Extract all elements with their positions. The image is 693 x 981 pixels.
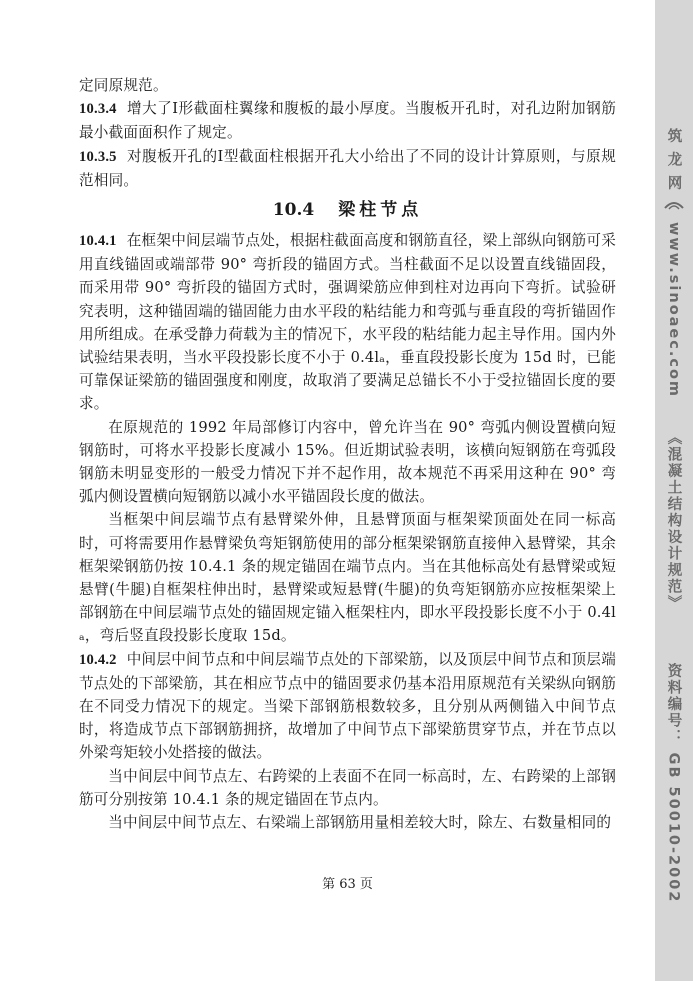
sidebar-url: www.sinoaec.com — [666, 221, 682, 398]
section-heading — [79, 198, 616, 222]
paragraph — [79, 416, 616, 509]
paragraph — [79, 648, 616, 765]
paragraph — [79, 229, 616, 416]
paragraph — [79, 74, 616, 97]
paragraph — [79, 145, 616, 192]
clause-number: 10.4.2 — [79, 651, 117, 668]
paragraph-text: 定同原规范。 — [79, 77, 168, 94]
sidebar-book-title: 《混凝土结构设计规范》 — [665, 429, 682, 612]
paragraph — [79, 508, 616, 647]
sidebar-document-code: 资料编号： GB 50010-2002 — [665, 663, 682, 904]
top-paragraphs — [79, 74, 616, 192]
clause-number: 10.4.1 — [79, 233, 117, 250]
paragraph-text: 当中间层中间节点左、右跨梁的上表面不在同一标高时，左、右跨梁的上部钢筋可分别按第 10.4.1 条的规定锚固在节点内。 — [79, 767, 616, 808]
paragraph — [79, 811, 616, 834]
logo-icon — [655, 192, 693, 218]
paragraph-text: 中间层中间节点和中间层端节点处的下部梁筋，以及顶层中间节点和顶层端节点处的下部梁筋，其在相应节点中的锚固要求仍基本沿用原规范有关梁纵向钢筋在不同受力情况下的规定。当梁下部钢筋根数较多，且分别从两侧锚入中间节点时，将造成节点下部钢筋拥挤，故增加了中间节点下部梁筋贯穿节点，并在节点以外梁弯矩较小处搭接的做法。 — [79, 650, 616, 762]
paragraph-text: 当框架中间层端节点有悬臂梁外伸，且悬臂顶面与框架梁顶面处在同一标高时，可将需要用作悬臂梁负弯矩钢筋使用的部分框架梁钢筋直接伸入悬臂梁，其余框架梁钢筋仍按 10.4.1 条的规定锚固在端节点内。当在其他标高处有悬臂梁或短悬臂(牛腿)自框架柱伸出时，悬臂梁或短悬臂(牛腿)的负弯矩钢筋亦应按框架梁上部钢筋在中间层端节点处的锚固规定锚入框架柱内，即水平段投影长度不小于 0.4lₐ，弯后竖直段投影长度取 15d。 — [79, 511, 616, 645]
paragraph — [79, 765, 616, 811]
main-paragraphs — [79, 229, 616, 834]
section-title: 梁柱节点 — [338, 200, 423, 221]
page-number: 第 63 页 — [322, 877, 373, 892]
paragraph-text: 在框架中间层端节点处，根据柱截面高度和钢筋直径，梁上部纵向钢筋可采用直线锚固或端部带 90° 弯折段的锚固方式。当柱截面不足以设置直线锚固段，而采用带 90° 弯折段的锚固方式时，强调梁筋应伸到柱对边再向下弯折。试验研究表明，这种锚固端的锚固能力由水平段的粘结能力和弯弧与垂直段的弯折锚固作用所组成。在承受静力荷载为主的情况下，水平段的粘结能力起主导作用。国内外试验结果表明，当水平段投影长度不小于 0.4lₐ，垂直段投影长度为 15d 时，已能可靠保证梁筋的锚固强度和刚度，故取消了要满足总锚长不小于受拉锚固长度的要求。 — [79, 232, 616, 413]
clause-number: 10.3.4 — [79, 101, 117, 118]
watermark-sidebar — [655, 0, 693, 981]
section-number: 10.4 — [272, 200, 315, 221]
paragraph-text: 增大了Ⅰ形截面柱翼缘和腹板的最小厚度。当腹板开孔时，对孔边附加钢筋最小截面面积作了规定。 — [79, 100, 616, 142]
paragraph-text: 在原规范的 1992 年局部修订内容中，曾允许当在 90° 弯弧内侧设置横向短钢筋时，可将水平投影长度减小 15%。但近期试验表明，该横向短钢筋在弯弧段钢筋未明显变形的一般受力情况下并不起作用，故本规范不再采用这种在 90° 弯弧内侧设置横向短钢筋以减小水平锚固段长度的做法。 — [79, 418, 616, 506]
sidebar-column — [655, 128, 693, 904]
paragraph-text: 对腹板开孔的Ⅰ型截面柱根据开孔大小给出了不同的设计计算原则，与原规范相同。 — [79, 147, 616, 189]
clause-number: 10.3.5 — [79, 148, 117, 165]
page-content — [79, 74, 616, 834]
sidebar-site-name: 筑 龙 网 — [665, 128, 682, 192]
paragraph — [79, 97, 616, 144]
paragraph-text: 当中间层中间节点左、右梁端上部钢筋用量相差较大时，除左、右数量相同的 — [108, 814, 612, 832]
